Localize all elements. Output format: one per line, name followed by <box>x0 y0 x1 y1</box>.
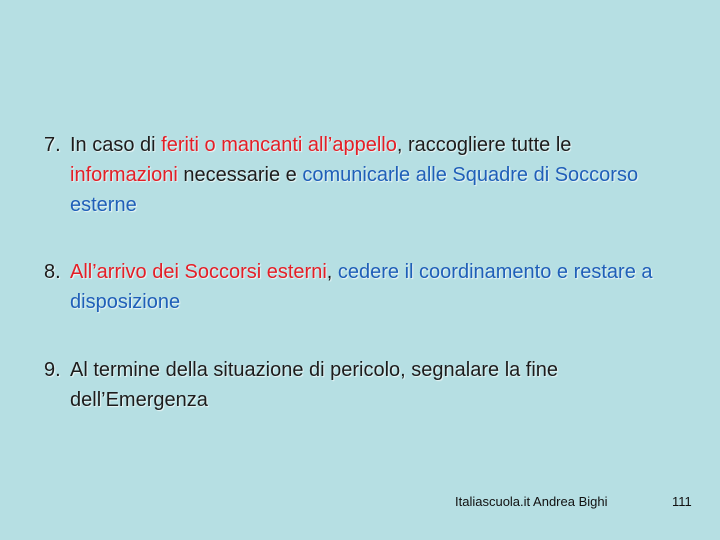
footer-credit: Italiascuola.it Andrea Bighi <box>455 494 608 509</box>
slide-number: 111 <box>672 494 692 509</box>
highlight-red-segment: feriti o mancanti all’appello <box>161 134 397 156</box>
list-item-8 <box>44 257 684 317</box>
list-item-9 <box>44 355 684 415</box>
text-segment: In caso di <box>70 134 162 156</box>
text-segment: , raccogliere tutte le <box>396 134 572 156</box>
highlight-red-segment: informazioni <box>70 164 178 186</box>
highlight-blue-segment: cedere il coordinamento e restare a disposizione <box>70 261 653 313</box>
item-text <box>44 257 684 317</box>
item-text <box>44 355 684 415</box>
text-segment: Al termine della situazione di pericolo, segnalare la fine dell’Emergenza <box>70 359 559 411</box>
item-number: 8. <box>44 261 61 283</box>
highlight-red-segment: All’arrivo dei Soccorsi esterni <box>70 261 327 283</box>
text-segment: necessarie e <box>177 164 303 186</box>
item-number: 9. <box>44 359 61 381</box>
highlight-blue-segment: comunicarle alle Squadre di Soccorso esterne <box>70 164 639 216</box>
text-segment: , <box>326 261 338 283</box>
item-number: 7. <box>44 134 61 156</box>
list-item-7 <box>44 130 684 220</box>
item-text <box>44 130 684 220</box>
